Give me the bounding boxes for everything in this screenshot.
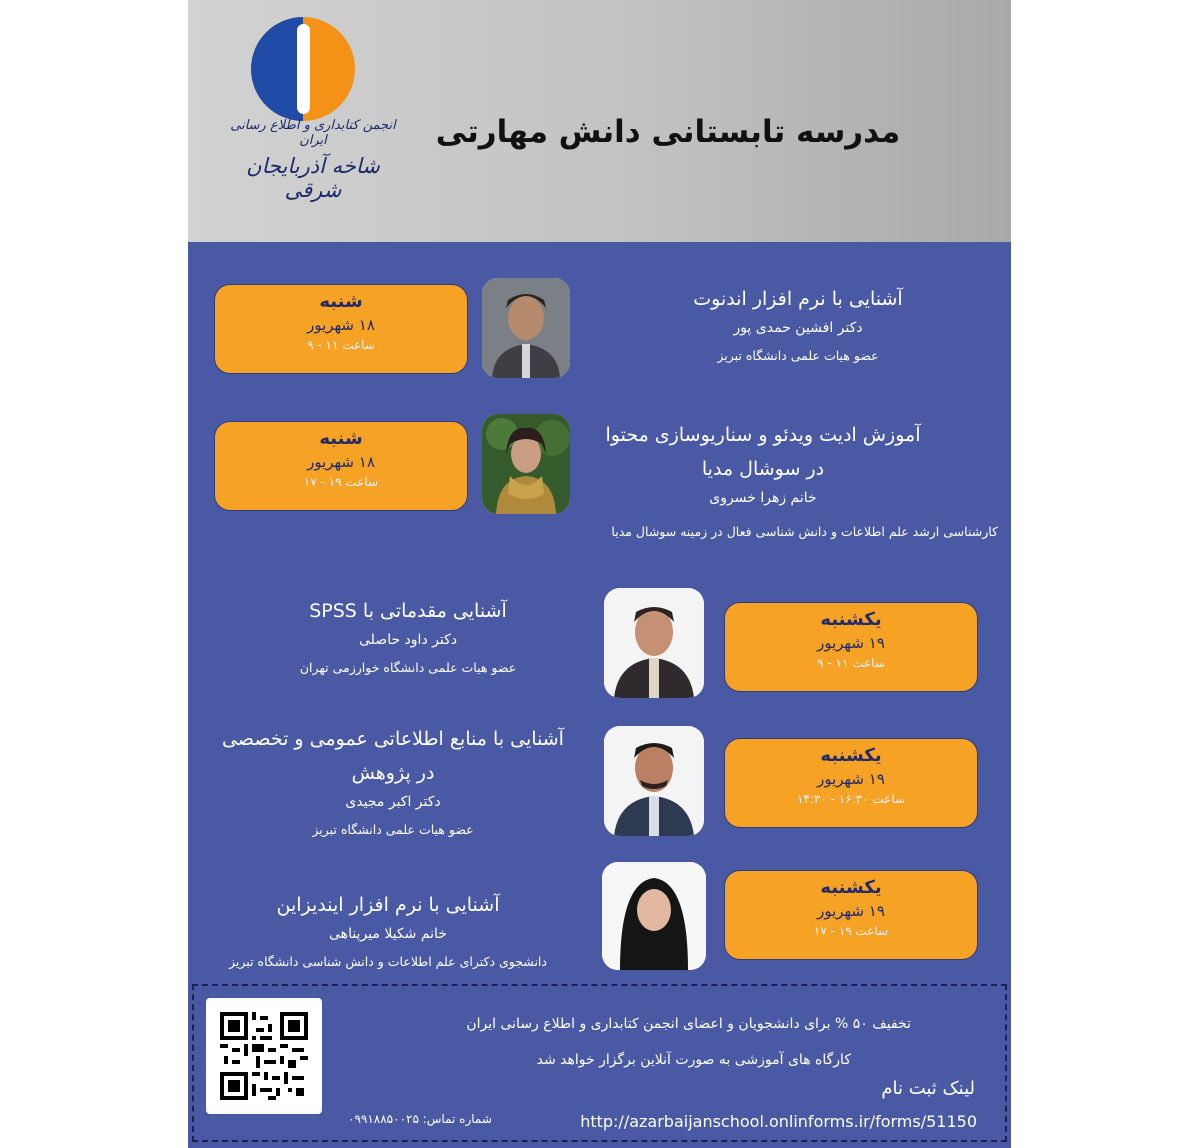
- association-logo-icon: [250, 16, 356, 122]
- discount-text: تخفیف ۵۰ % برای دانشجویان و اعضای انجمن کتابداری و اطلاع رسانی ایران: [466, 1016, 911, 1032]
- session-4-date-box: [724, 738, 978, 828]
- header: [188, 0, 1011, 242]
- session-1-date: ۱۸ شهریور: [307, 316, 375, 334]
- session-3-date: ۱۹ شهریور: [817, 634, 885, 652]
- session-4-speaker: دکتر اکبر مجیدی: [345, 794, 441, 810]
- session-5-day: یکشنبه: [820, 877, 882, 898]
- session-2-topic-line2: در سوشال مدیا: [701, 458, 825, 480]
- session-5-speaker: خانم شکیلا میرپناهی: [329, 926, 447, 942]
- session-3-info: [228, 594, 588, 675]
- session-2-info: [528, 418, 998, 506]
- session-4-affiliation: عضو هیات علمی دانشگاه تبریز: [312, 822, 474, 837]
- session-5-date-box: [724, 870, 978, 960]
- session-1-info: [598, 282, 998, 363]
- session-3-speaker: دکتر داود حاصلی: [359, 632, 457, 648]
- session-3-topic: آشنایی مقدماتی با SPSS: [309, 600, 507, 622]
- session-2-date: ۱۸ شهریور: [307, 453, 375, 471]
- session-1-speaker-photo: [482, 278, 570, 378]
- session-4-day: یکشنبه: [820, 745, 882, 766]
- session-1-affiliation: عضو هیات علمی دانشگاه تبریز: [717, 348, 879, 363]
- session-4-topic-line2: در پژوهش: [351, 762, 435, 784]
- contact-phone: شماره تماس: ۰۹۹۱۸۸۵۰۰۲۵: [348, 1112, 492, 1126]
- registration-link[interactable]: http://azarbaijanschool.onlinforms.ir/forms/51150: [580, 1112, 977, 1131]
- session-2-affiliation: کارشناسی ارشد علم اطلاعات و دانش شناسی فعال در زمینه سوشال مدیا: [611, 524, 998, 539]
- session-4-topic-line1: آشنایی با منابع اطلاعاتی عمومی و تخصصی: [222, 728, 564, 750]
- session-1-day: شنبه: [319, 291, 363, 312]
- session-4-date: ۱۹ شهریور: [817, 770, 885, 788]
- qr-code-icon[interactable]: [206, 998, 322, 1114]
- session-3-day: یکشنبه: [820, 609, 882, 630]
- session-4-speaker-photo: [604, 726, 704, 836]
- session-3-date-box: [724, 602, 978, 692]
- session-2-day: شنبه: [319, 428, 363, 449]
- registration-label: لینک ثبت نام: [881, 1078, 975, 1099]
- session-4-info: [198, 722, 588, 837]
- session-5-time: ساعت ۱۹ - ۱۷: [813, 924, 889, 938]
- session-5-affiliation: دانشجوی دکترای علم اطلاعات و دانش شناسی دانشگاه تبریز: [229, 954, 547, 969]
- session-5-topic: آشنایی با نرم افزار ایندیزاین: [276, 894, 500, 916]
- session-1-speaker: دکتر افشین حمدی پور: [733, 320, 863, 336]
- session-1-date-box: [214, 284, 468, 374]
- session-5-speaker-photo: [602, 862, 706, 970]
- logo-text-line1: انجمن کتابداری و اطلاع رسانی ایران: [230, 118, 396, 148]
- session-3-time: ساعت ۱۱ - ۹: [817, 656, 885, 670]
- sessions-list: [188, 242, 1011, 982]
- footer: [192, 984, 1007, 1142]
- session-5-date: ۱۹ شهریور: [817, 902, 885, 920]
- page-title: مدرسه تابستانی دانش مهارتی: [435, 114, 901, 150]
- poster: [188, 0, 1011, 1148]
- session-3-affiliation: عضو هیات علمی دانشگاه خوارزمی تهران: [299, 660, 517, 675]
- session-2-time: ساعت ۱۹ - ۱۷: [303, 475, 379, 489]
- session-3-speaker-photo: [604, 588, 704, 698]
- logo-text: [218, 118, 408, 202]
- online-note: کارگاه های آموزشی به صورت آنلاین برگزار خواهد شد: [536, 1052, 851, 1068]
- session-5-info: [188, 888, 588, 969]
- session-1-topic: آشنایی با نرم افزار اندنوت: [693, 288, 903, 310]
- session-1-time: ساعت ۱۱ - ۹: [307, 338, 375, 352]
- session-2-topic-line1: آموزش ادیت ویدئو و سناریوسازی محتوا: [605, 424, 921, 446]
- session-2-affiliation-wrap: [428, 524, 998, 539]
- session-2-date-box: [214, 421, 468, 511]
- logo-text-line2: شاخه آذربایجان شرقی: [246, 154, 380, 202]
- session-4-time: ساعت ۱۶:۳۰ - ۱۴:۳۰: [796, 792, 906, 806]
- session-2-speaker: خانم زهرا خسروی: [709, 490, 817, 506]
